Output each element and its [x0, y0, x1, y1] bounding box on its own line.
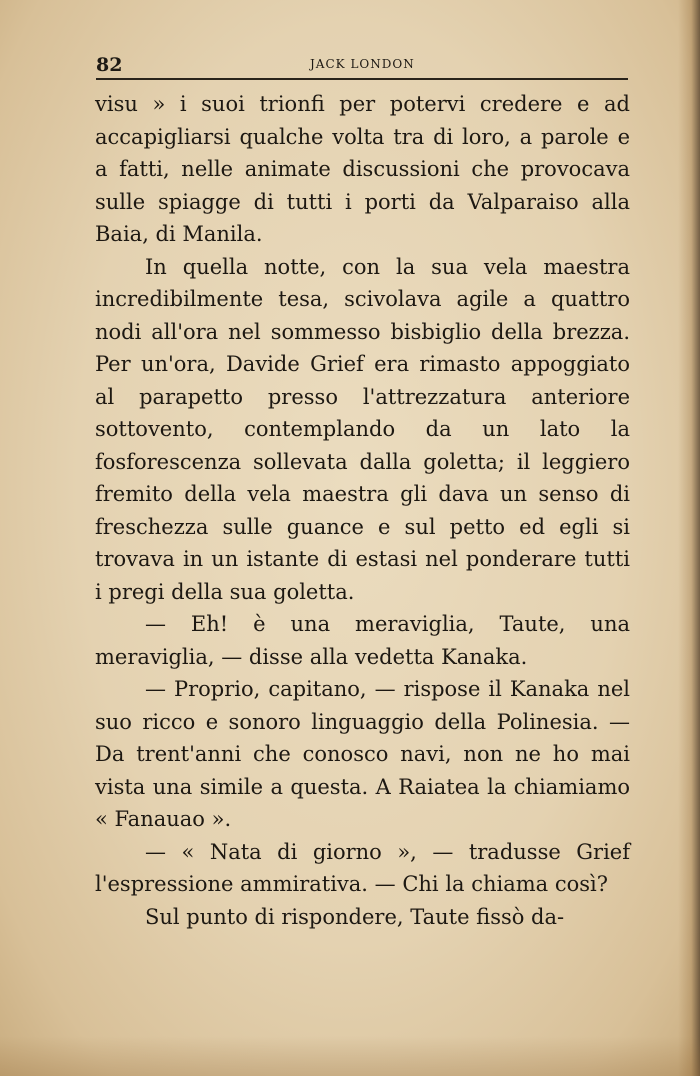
- paragraph-1: visu » i suoi trionfi per potervi credere e ad accapigliarsi qualche volta tra di loro, a parole e a fatti, nelle animate discussioni che provocava sulle spiagge di tutti i porti da Valparaiso alla Baia, di Manila.: [95, 92, 630, 246]
- header-rule: [96, 78, 628, 80]
- paragraph-4: — Proprio, capitano, — rispose il Kanaka nel suo ricco e sonoro linguaggio della Polinesia. — Da trent'anni che conosco navi, non ne ho mai vista una simile a questa. A Raiatea la chiamiamo « Fanauao ».: [95, 677, 630, 831]
- running-head: JACK LONDON: [310, 57, 415, 71]
- page-header: [96, 54, 628, 78]
- body-text: [95, 88, 630, 933]
- page-edge-shadow: [678, 0, 700, 1076]
- paragraph-3: — Eh! è una meraviglia, Taute, una meraviglia, — disse alla vedetta Kanaka.: [95, 612, 630, 669]
- page-bottom-shadow: [0, 1036, 700, 1076]
- page-number: 82: [96, 54, 123, 76]
- paragraph-6: Sul punto di rispondere, Taute fissò da-: [145, 904, 565, 929]
- paragraph-5: — « Nata di giorno », — tradusse Grief l'espressione ammirativa. — Chi la chiama così?: [95, 839, 630, 896]
- paragraph-2: In quella notte, con la sua vela maestra incredibilmente tesa, scivolava agile a quattro nodi all'ora nel sommesso bisbiglio della brezza. Per un'ora, Davide Grief era rimasto appoggiato al parapetto presso l'attrezzatura anteriore sottovento, contemplando da un lato la fosforescenza sollevata dalla goletta; il leggiero fremito della vela maestra gli dava un senso di freschezza sulle guance e sul petto ed egli si trovava in un istante di estasi nel ponderare tutti i pregi della sua goletta.: [95, 254, 630, 604]
